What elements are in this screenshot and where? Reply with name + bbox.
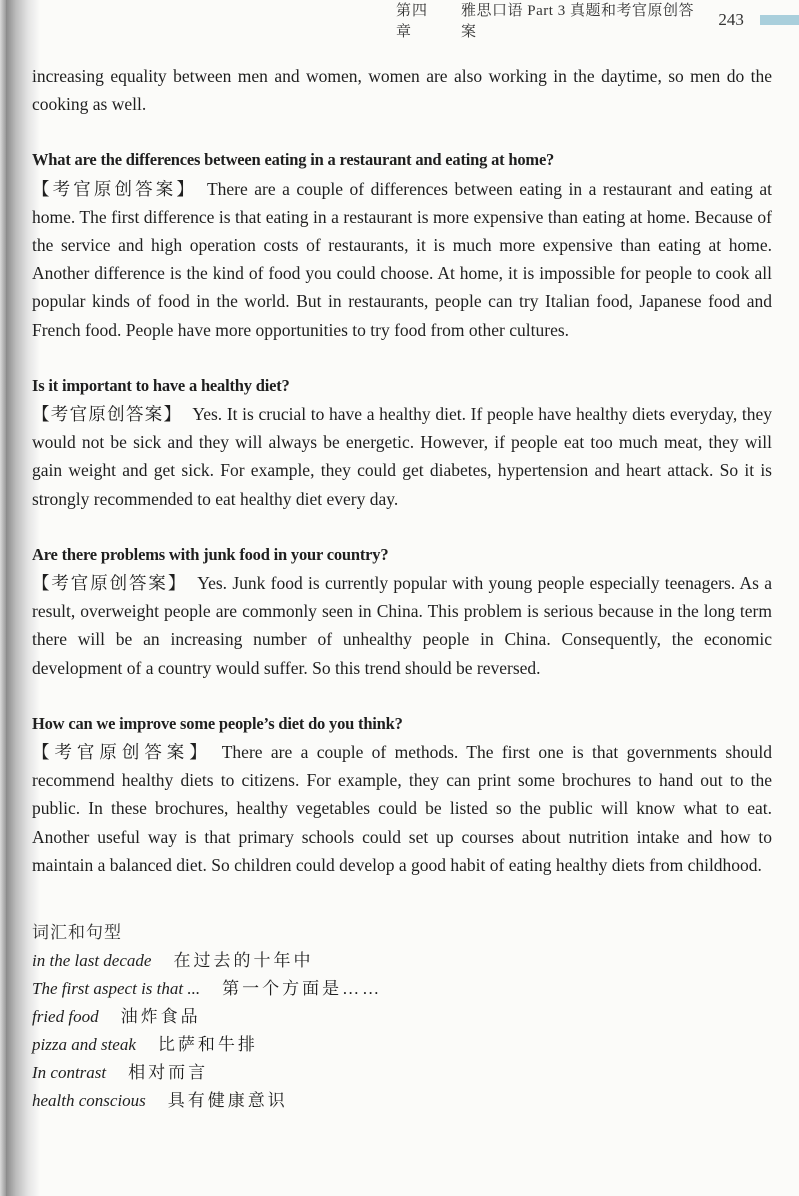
answer-label: 【考官原创答案】 [32, 742, 212, 763]
answer-paragraph [32, 400, 772, 513]
vocab-english: In contrast [32, 1063, 107, 1083]
vocab-english: The first aspect is that ... [32, 979, 201, 999]
vocab-chinese: 具有健康意识 [167, 1091, 288, 1111]
question-heading: How can we improve some people’s diet do you think? [32, 713, 403, 733]
vocab-english: pizza and steak [32, 1035, 136, 1055]
vocab-item [32, 947, 772, 975]
section-tab-marker [760, 15, 799, 25]
vocabulary-section [32, 919, 772, 1115]
vocab-chinese: 在过去的十年中 [173, 951, 314, 971]
answer-paragraph [32, 738, 772, 879]
vocab-english: in the last decade [32, 951, 152, 971]
question-heading: What are the differences between eating in a restaurant and eating at home? [32, 150, 555, 170]
answer-text: There are a couple of methods. The first one is that governments should recommend healthy diets to citizens. For example, they can print some brochures to hand out to the public. In these brochures, healthy vegetables could be listed so the public will know what to eat. Another useful way is that primary schools could set up courses about nutrition intake and how to maintain a balanced diet. So children could develop a good habit of eating healthy diets from childhood. [32, 742, 772, 875]
answer-label: 【考官原创答案】 [32, 404, 183, 425]
answer-paragraph [32, 175, 772, 344]
vocab-item [32, 975, 772, 1003]
vocab-item [32, 1031, 772, 1059]
answer-text: Yes. It is crucial to have a healthy diet. If people have healthy diets everyday, they would not be sick and they will always be energetic. However, if people eat too much meat, they will gain weight and get sick. For example, they could get diabetes, hypertension and heart attack. So it is strongly recommended to eat healthy diet every day. [32, 404, 772, 509]
page-number: 243 [718, 10, 744, 29]
question-heading: Are there problems with junk food in your country? [32, 544, 389, 564]
answer-label: 【考官原创答案】 [32, 573, 188, 594]
question-heading: Is it important to have a healthy diet? [32, 375, 290, 395]
vocabulary-title: 词汇和句型 [32, 923, 122, 943]
answer-text: Yes. Junk food is currently popular with young people especially teenagers. As a result, overweight people are commonly seen in China. This problem is serious because in the long term there will be an increasing number of unhealthy people in China. Consequently, the economic development of a country would suffer. So this trend should be reversed. [32, 573, 772, 678]
page-body [32, 62, 772, 1115]
running-header [396, 3, 799, 40]
answer-paragraph [32, 569, 772, 682]
vocab-english: fried food [32, 1007, 99, 1027]
vocab-chinese: 第一个方面是…… [222, 979, 383, 999]
chapter-label: 第四章 [396, 3, 429, 40]
answer-label: 【考官原创答案】 [32, 178, 197, 199]
chapter-title: 雅思口语 Part 3 真题和考官原创答案 [461, 3, 694, 40]
vocab-chinese: 比萨和牛排 [157, 1035, 258, 1055]
intro-paragraph: increasing equality between men and women, women are also working in the daytime, so men do the cooking as well. [32, 66, 772, 115]
vocab-english: health conscious [32, 1091, 146, 1111]
vocab-chinese: 油炸食品 [120, 1007, 201, 1027]
book-page-edge [0, 0, 6, 1196]
vocab-item [32, 1059, 772, 1087]
vocab-item [32, 1003, 772, 1031]
vocab-item [32, 1087, 772, 1115]
vocab-chinese: 相对而言 [128, 1063, 209, 1083]
answer-text: There are a couple of differences between eating in a restaurant and eating at home. The first difference is that eating in a restaurant is more expensive than eating at home. Because of the service and high operation costs of restaurants, it is much more expensive than eating at home. Another difference is the kind of food you could choose. At home, it is impossible for people to cook all popular kinds of food in the world. But in restaurants, people can try Italian food, Japanese food and French food. People have more opportunities to try food from other cultures. [32, 178, 773, 340]
